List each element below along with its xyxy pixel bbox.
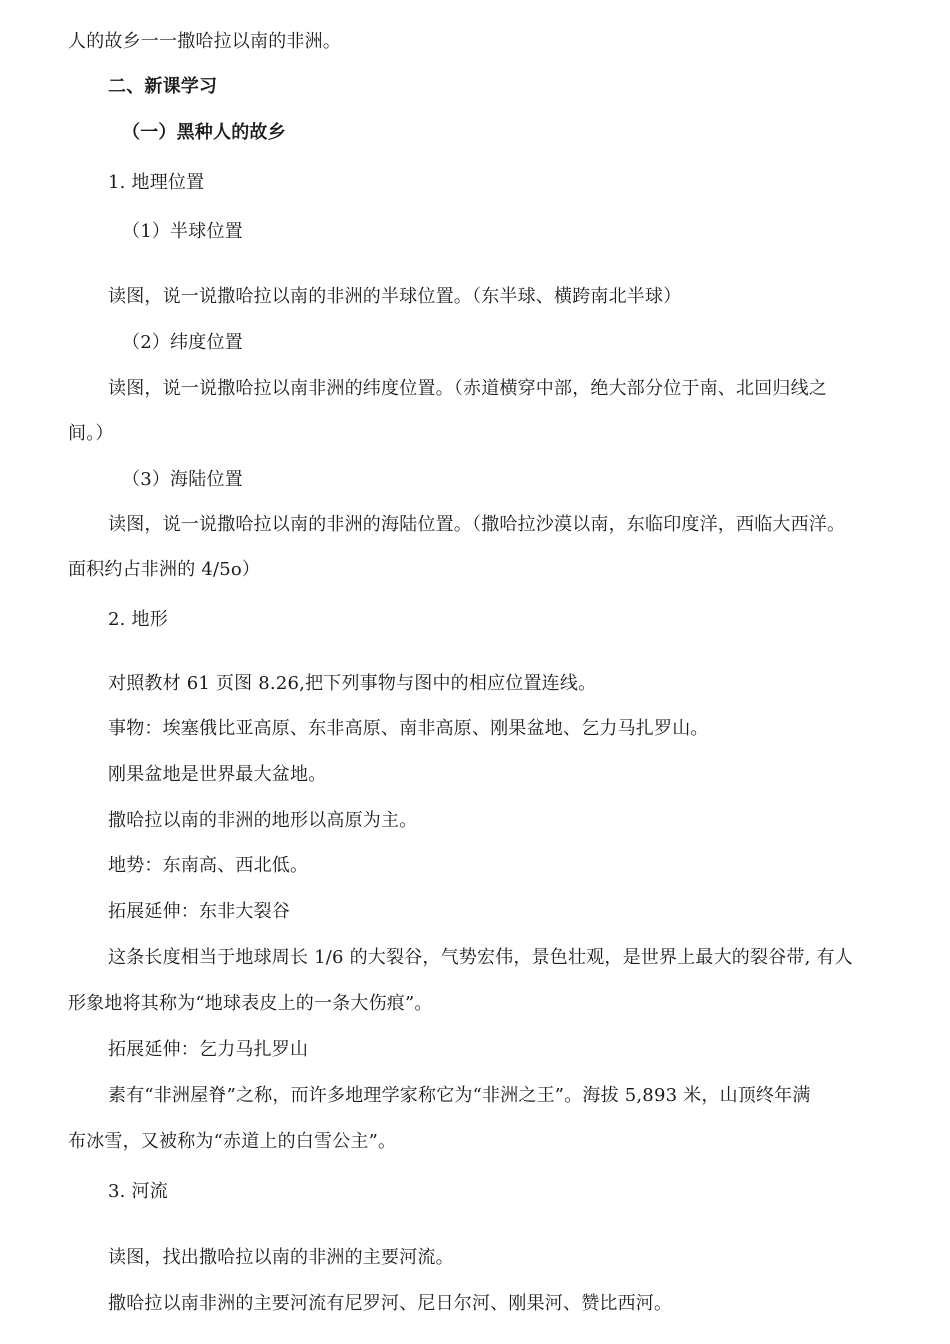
subtopic-hemisphere-position: （1）半球位置 [122,221,243,242]
paragraph-rift-valley: 这条长度相当于地球周长 1/6 的大裂谷，气势宏伟，景色壮观，是世界上最大的裂谷带, 有人 [108,947,853,968]
topic-heading-terrain: 2. 地形 [108,609,168,630]
intro-continuation-line: 人的故乡一一撒哈拉以南的非洲。 [68,31,341,52]
paragraph-plateau: 撒哈拉以南的非洲的地形以高原为主。 [108,810,418,831]
topic-heading-location: 1. 地理位置 [108,172,205,193]
paragraph-latitude-continued: 间。） [68,423,114,444]
subtopic-land-sea-position: （3）海陆位置 [122,469,243,490]
paragraph-kilimanjaro-continued: 布冰雪，又被称为“赤道上的白雪公主”。 [68,1131,397,1152]
paragraph-rivers-task: 读图，找出撒哈拉以南的非洲的主要河流。 [108,1247,454,1268]
paragraph-terrain-slope: 地势：东南高、西北低。 [108,855,309,876]
subtopic-latitude-position: （2）纬度位置 [122,332,243,353]
paragraph-main-rivers: 撒哈拉以南非洲的主要河流有尼罗河、尼日尔河、刚果河、赞比西河。 [108,1293,673,1314]
extension-heading-rift-valley: 拓展延伸：东非大裂谷 [108,901,290,922]
subsection-heading-homeland: （一）黑种人的故乡 [122,122,286,143]
paragraph-congo-basin: 刚果盆地是世界最大盆地。 [108,764,327,785]
topic-heading-rivers: 3. 河流 [108,1181,168,1202]
section-heading-new-lesson: 二、新课学习 [108,76,218,97]
paragraph-latitude: 读图，说一说撒哈拉以南非洲的纬度位置。（赤道横穿中部，绝大部分位于南、北回归线之 [108,378,827,399]
paragraph-features-list: 事物：埃塞俄比亚高原、东非高原、南非高原、刚果盆地、乞力马扎罗山。 [108,718,709,739]
paragraph-rift-valley-continued: 形象地将其称为“地球表皮上的一条大伤痕”。 [68,993,433,1014]
extension-heading-kilimanjaro: 拓展延伸：乞力马扎罗山 [108,1039,309,1060]
paragraph-textbook-task: 对照教材 61 页图 8.26,把下列事物与图中的相应位置连线。 [108,673,597,694]
paragraph-land-sea-continued: 面积约占非洲的 4/5o） [68,559,261,580]
paragraph-land-sea: 读图，说一说撒哈拉以南的非洲的海陆位置。（撒哈拉沙漠以南，东临印度洋，西临大西洋。 [108,514,846,535]
paragraph-kilimanjaro: 素有“非洲屋脊”之称，而许多地理学家称它为“非洲之王”。海拔 5,893 米，山顶终年满 [108,1085,811,1106]
paragraph-hemisphere: 读图，说一说撒哈拉以南的非洲的半球位置。（东半球、横跨南北半球） [108,286,682,307]
